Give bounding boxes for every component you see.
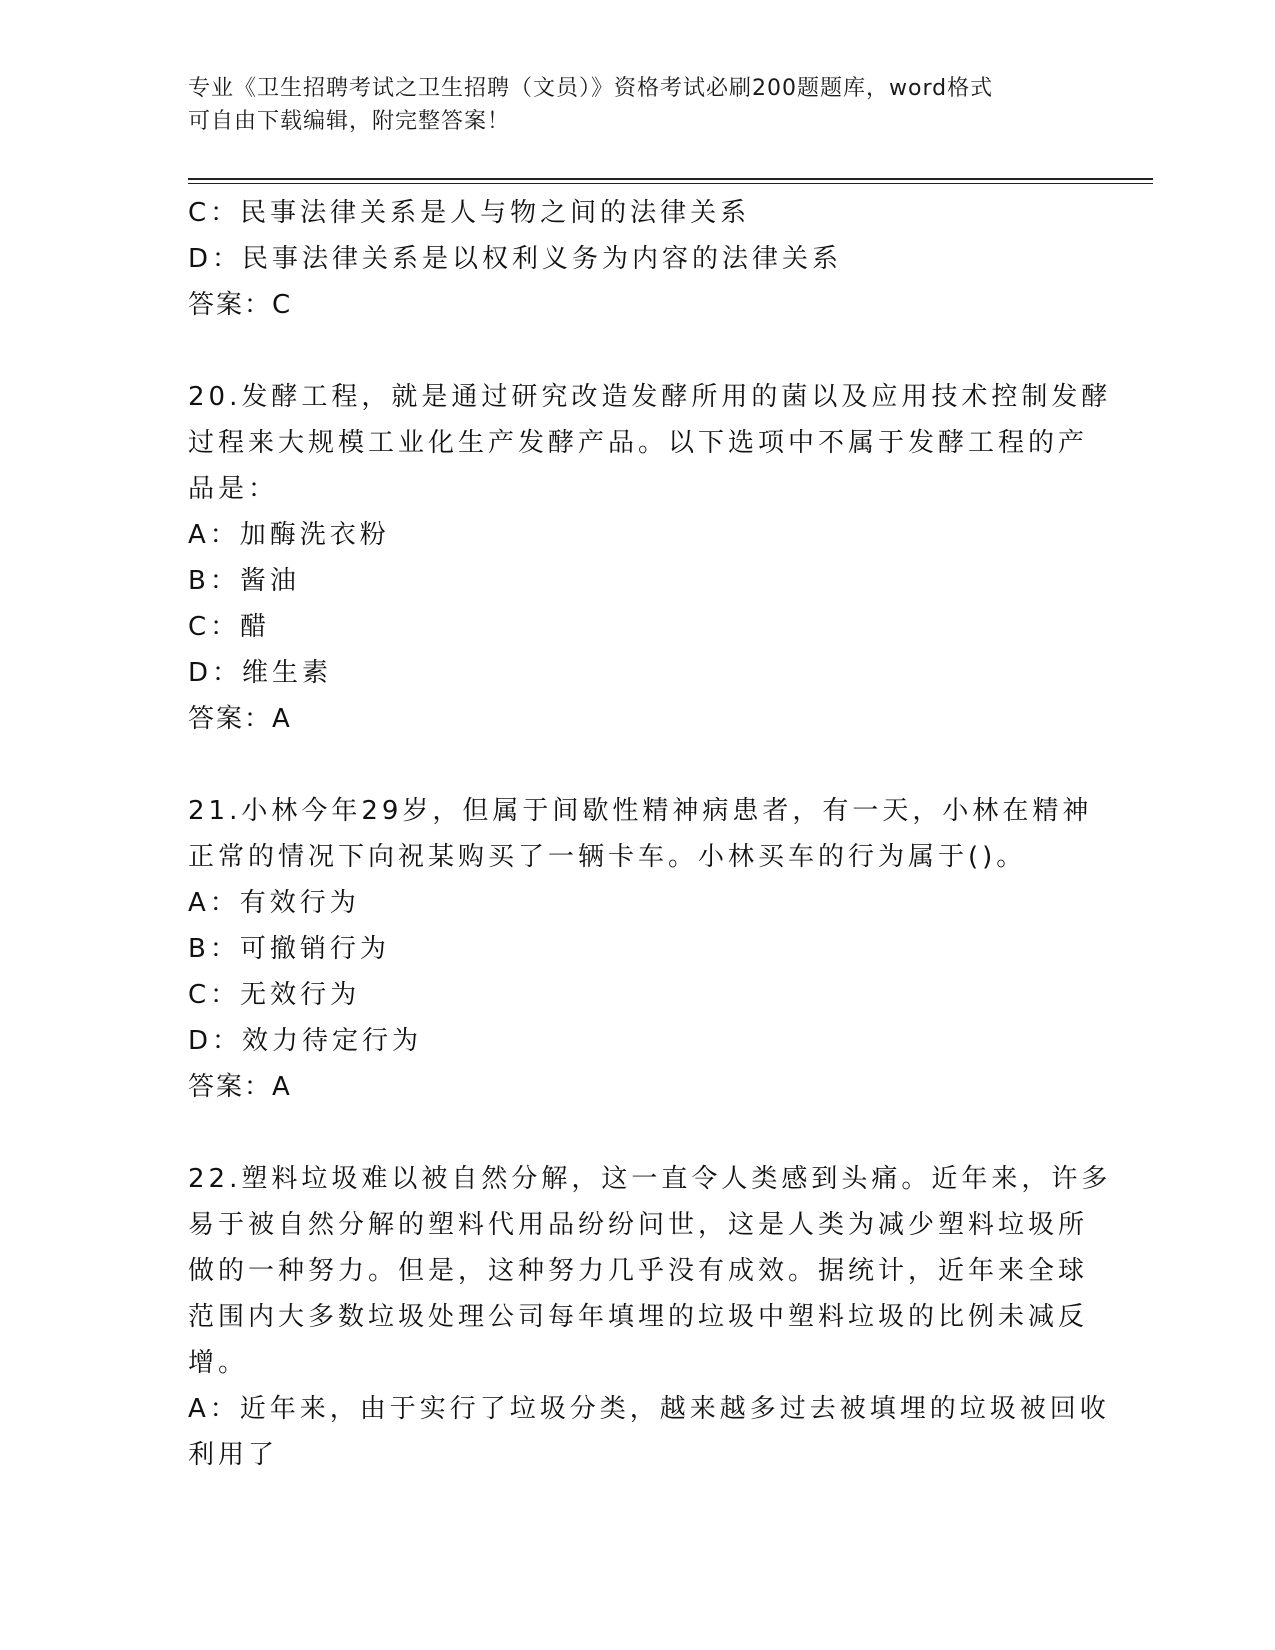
option-a: A：有效行为: [188, 888, 360, 918]
question-content: [188, 190, 1112, 1478]
question-stem: 范围内大多数垃圾处理公司每年填埋的垃圾中塑料垃圾的比例未减反: [188, 1302, 1089, 1332]
question-stem: 22.塑料垃圾难以被自然分解，这一直令人类感到头痛。近年来，许多: [188, 1164, 1112, 1194]
answer: 答案：A: [188, 704, 292, 734]
option-d: D：维生素: [188, 658, 333, 688]
question-21: [188, 788, 1093, 1110]
header-divider-thin: [188, 183, 1153, 184]
header-line-2: 可自由下载编辑，附完整答案！: [188, 109, 511, 134]
question-stem: 品是：: [188, 474, 279, 504]
question-19: [188, 190, 1088, 328]
option-a: A：加酶洗衣粉: [188, 520, 390, 550]
option-c: C：醋: [188, 612, 271, 642]
question-stem: 过程来大规模工业化生产发酵产品。以下选项中不属于发酵工程的产: [188, 428, 1089, 458]
question-stem: 做的一种努力。但是，这种努力几乎没有成效。据统计，近年来全球: [188, 1256, 1089, 1286]
question-stem: 正常的情况下向祝某购买了一辆卡车。小林买车的行为属于()。: [188, 842, 1027, 872]
option-b: B：酱油: [188, 566, 300, 596]
option-c: C：民事法律关系是人与物之间的法律关系: [188, 198, 751, 228]
option-d: D：民事法律关系是以权利义务为内容的法律关系: [188, 244, 843, 274]
question-stem: 20.发酵工程，就是通过研究改造发酵所用的菌以及应用技术控制发酵: [188, 382, 1112, 412]
option-a-continued: 利用了: [188, 1440, 279, 1470]
question-stem: 易于被自然分解的塑料代用品纷纷问世，这是人类为减少塑料垃圾所: [188, 1210, 1089, 1240]
question-stem: 增。: [188, 1348, 249, 1378]
header-line-1: 专业《卫生招聘考试之卫生招聘（文员）》资格考试必刷200题题库，word格式: [188, 76, 994, 101]
question-20: [188, 374, 1112, 742]
answer: 答案：A: [188, 1072, 292, 1102]
header-divider: [188, 178, 1153, 180]
option-b: B：可撤销行为: [188, 934, 390, 964]
option-c: C：无效行为: [188, 980, 361, 1010]
document-header: [188, 72, 1068, 138]
option-d: D：效力待定行为: [188, 1026, 423, 1056]
answer: 答案：C: [188, 290, 293, 320]
option-a: A：近年来，由于实行了垃圾分类，越来越多过去被填埋的垃圾被回收: [188, 1394, 1110, 1424]
question-stem: 21.小林今年29岁，但属于间歇性精神病患者，有一天，小林在精神: [188, 796, 1093, 826]
question-22: [188, 1156, 1112, 1478]
